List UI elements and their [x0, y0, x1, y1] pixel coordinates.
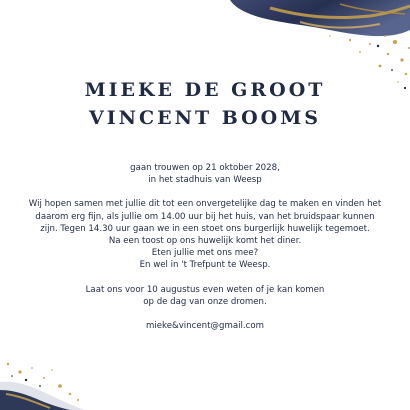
contact-email: mieke&vincent@gmail.com: [145, 321, 264, 332]
details-line: Eten jullie met ons mee?: [151, 248, 259, 259]
invitation-text: [0, 162, 410, 332]
rsvp-line: op de dag van onze dromen.: [143, 296, 267, 307]
details-line: Na een toost op ons huwelijk komt het diner.: [108, 236, 302, 247]
groom-name: VINCENT BOOMS: [89, 107, 321, 129]
details-line: daarom erg fijn, als jullie om 14.00 uur bij het huis, van het bruidspaar kunnen: [35, 211, 375, 222]
intro-line: gaan trouwen op 21 oktober 2028,: [130, 163, 280, 173]
couple-names: [0, 76, 410, 132]
rsvp-line: Laat ons voor 10 augustus even weten of je kan komen: [85, 284, 325, 295]
watercolor-gold-decoration-bottom: [0, 350, 120, 410]
bride-name: MIEKE DE GROOT: [84, 79, 326, 101]
details-line: zijn. Tegen 14.30 uur gaan we in een stoet ons burgerlijk huwelijk tegemoet.: [40, 223, 370, 234]
details-line: Wij hopen samen met jullie dit tot een onvergetelijke dag te maken en vinden het: [28, 199, 382, 210]
intro-line: in het stadhuis van Weesp: [148, 175, 262, 186]
details-line: En wel in 't Trefpunt te Weesp.: [139, 260, 271, 271]
